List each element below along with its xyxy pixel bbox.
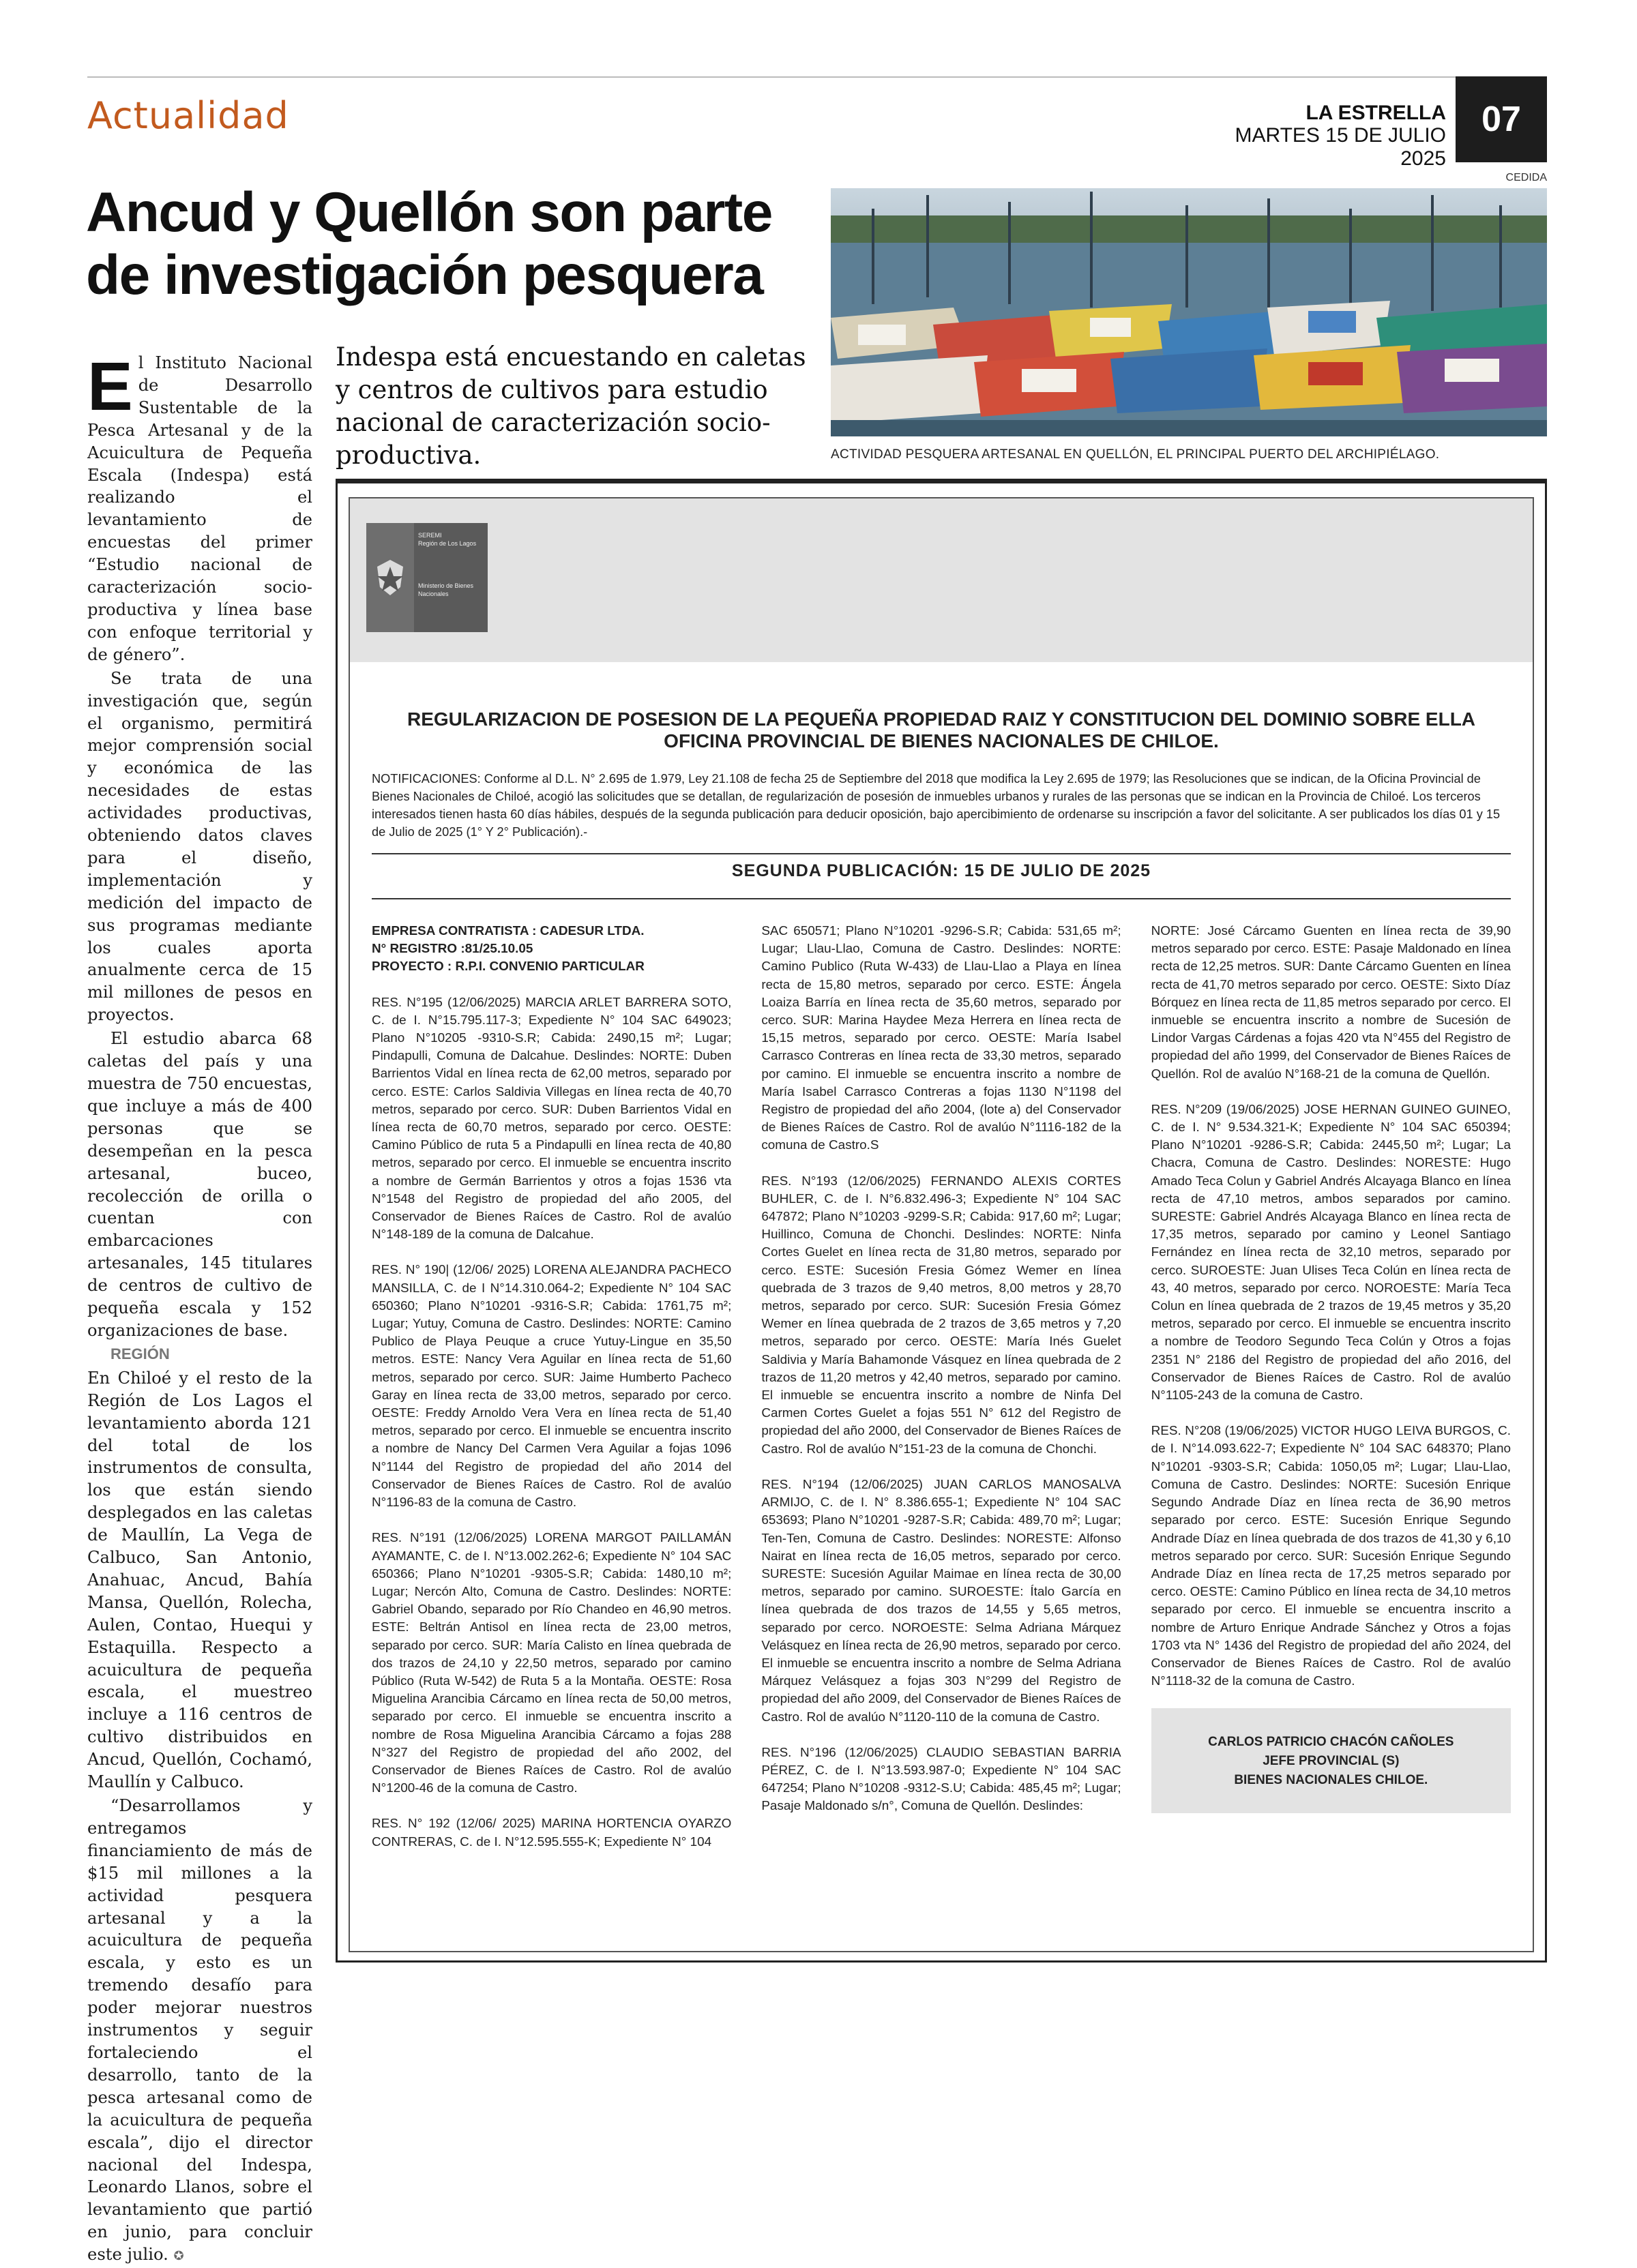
signatory-name: CARLOS PATRICIO CHACÓN CAÑOLES [1208, 1735, 1454, 1750]
logo-ministry: Ministerio de Bienes Nacionales [418, 582, 474, 597]
newspaper-name: LA ESTRELLA [1306, 102, 1446, 124]
drop-cap: E [87, 348, 133, 425]
logo-region: Región de Los Lagos [418, 540, 477, 547]
issue-date: MARTES 15 DE JULIO 2025 [1235, 124, 1446, 170]
notice-column-3 [1151, 923, 1511, 1869]
photo-credit: CEDIDA [1505, 172, 1547, 183]
publication-date: SEGUNDA PUBLICACIÓN: 15 DE JULIO DE 2025 [731, 861, 1151, 880]
article-paragraph: Se trata de una investigación que, según el organismo, permitirá mejor comprensión social y económica de las necesidades de estas actividades productivas, obteniendo datos claves para el diseño, implementación y medición del impacto de sus programas mediante los cuales aporta anualmente cerca de 15 mil millones de pesos en proyectos. [87, 668, 312, 1025]
logo-seremi: SEREMI [418, 532, 442, 539]
legal-notice [336, 479, 1547, 1963]
article-paragraph: En Chiloé y el resto de la Región de Los Lagos el levantamiento aborda 121 del total de los instrumentos de consulta, los que están siendo desplegados en las caletas de Maullín, La Vega de Calbuco, San Antonio, Anahuac, Ancud, Bahía Mansa, Quellón, Rolecha, Aulen, Contao, Huequi y Estaquilla. Respecto a acuicultura de pequeña escala, el muestreo incluye a 116 centros de cultivo distribuidos en Ancud, Quellón, Cochamó, Maullín y Calbuco. [87, 1368, 312, 1792]
article-paragraph [87, 1795, 312, 2268]
shield-icon [373, 557, 407, 598]
resolution-entry: RES. N°209 (19/06/2025) JOSE HERNAN GUINEO GUINEO, C. de I. N° 9.534.321-K; Expediente N° 104 SAC 650394; Plano N°10201 -9286-S.R; Cabida: 2445,50 m²; Lugar; La Chacra, Comuna de Castro. Deslindes: NORESTE: Hugo Amado Teca Colun y Gabriel Andrés Alcayaga Blanco en línea recta de 47,10 metros, ambos separados por camino. SURESTE: Gabriel Andrés Alcayaga Blanco en línea recta de 17,35 metros, separado por camino y Leonel Santiago Fernández en línea recta de 32,10 metros, separado por cerco. SUROESTE: Juan Ulises Teca Colún en línea recta de 43, 40 metros, separado por cerco. NOROESTE: María Teca Colun en línea quebrada de 2 trazos de 19,45 metros y 35,20 metros, separado por cerco. El inmueble se encuentra inscrito a nombre de Teodoro Segundo Teca Colún y Otros a fojas 2351 N° 2186 del Registro de propiedad del año 2016, del Conservador de Bienes Raíces de Castro. Rol de avalúo N°1105-243 de la comuna de Castro. [1151, 1102, 1511, 1403]
divider [372, 898, 1511, 899]
logo-text [414, 523, 488, 632]
notice-columns [372, 923, 1511, 1869]
resolution-entry: RES. N° 192 (12/06/ 2025) MARINA HORTENCIA OYARZO CONTRERAS, C. de I. N°12.595.555-K; Expediente N° 104 [372, 1817, 732, 1849]
resolution-entry: RES. N° 190| (12/06/ 2025) LORENA ALEJANDRA PACHECO MANSILLA, C. de I N°14.310.064-2; Expediente N° 104 SAC 650360; Plano N°10201 -9316-S.R; Cabida: 1761,75 m²; Lugar; Yutuy, Comuna de Castro. Deslindes: NORTE: Camino Publico de Playa Peuque a cruce Yutuy-Lingue en 35,50 metros. ESTE: Nancy Vera Aguilar en línea recta de 51,60 metros, separado por cerco. SUR: Jaime Humberto Pacheco Garay en línea recta de 33,00 metros, separado por cerco. OESTE: Freddy Arnoldo Vera Vera en línea recta de 51,40 metros, separado por cerco. El inmueble se encuentra inscrito a nombre de Nancy Del Carmen Vera Aguilar a fojas 1096 N°1144 del Registro de propiedad del año 2014 del Conservador de Bienes Raíces de Castro. Rol de avalúo N°1196-83 de la comuna de Castro. [372, 1263, 732, 1510]
article-subhead: REGIÓN [110, 1345, 170, 1362]
signatory-title: JEFE PROVINCIAL (S) [1263, 1754, 1400, 1769]
divider [372, 853, 1511, 854]
notice-title: REGULARIZACION DE POSESION DE LA PEQUEÑA PROPIEDAD RAIZ Y CONSTITUCION DEL DOMINIO SOBRE ELLA OFICINA PROVINCIAL DE BIENES NACIONALES DE CHILOE. [407, 708, 1476, 751]
end-mark-icon: ✪ [173, 2249, 184, 2264]
contractor-name: EMPRESA CONTRATISTA : CADESUR LTDA. [372, 924, 645, 938]
article-paragraph: El estudio abarca 68 caletas del país y una muestra de 750 encuestas, que incluye a más de 400 personas que se desempeñan en la pesca artesanal, buceo, recolección de orilla o cuentan con embarcaciones artesanales, 145 titulares de centros de cultivo de pequeña escala y 152 organizaciones de base. [87, 1029, 312, 1340]
headline [86, 181, 836, 307]
legal-notice-inner [349, 497, 1534, 1952]
harbor-photo [831, 188, 1547, 436]
ministry-logo [366, 523, 488, 632]
resolution-entry: RES. N°191 (12/06/2025) LORENA MARGOT PAILLAMÁN AYAMANTE, C. de I. N°13.002.262-6; Expediente N° 104 SAC 650366; Plano N°10201 -9305-S.R; Cabida: 1480,10 m²; Lugar; Nercón Alto, Comuna de Castro. Deslindes: NORTE: Gabriel Obando, separado por Río Chandeo en 46,90 metros. ESTE: Beltrán Antisol en línea recta de 23,00 metros, separado por cerco. SUR: María Calisto en línea quebrada de dos trazos de 24,10 y 22,50 metros, separado por camino Público (Ruta W-542) de Ruta 5 a la Montaña. OESTE: Rosa Miguelina Arancibia Cárcamo en línea recta de 50,00 metros, separado por cerco. El inmueble se encuentra inscrito a nombre de Rosa Miguelina Arancibia Cárcamo a fojas 288 N°327 del Registro de propiedad del año 2002, del Conservador de Bienes Raíces de Castro. Rol de avalúo N°1200-46 de la comuna de Castro. [372, 1531, 732, 1796]
contractor-project: PROYECTO : R.P.I. CONVENIO PARTICULAR [372, 959, 645, 974]
article-paragraph [87, 348, 312, 666]
notice-column-2 [761, 923, 1121, 1869]
notice-intro: NOTIFICACIONES: Conforme al D.L. N° 2.695 de 1.979, Ley 21.108 de fecha 25 de Septiembre del 2018 que modifica la Ley 2.695 de 1979; las Resoluciones que se indican, de la Oficina Provincial de Bienes Nacionales de Chiloé, acogió las solicitudes que se detallan, de regularización de posesión de inmuebles urbanos y rurales de las personas que se indican en la Provincia de Chiloé. Los terceros interesados tienen hasta 60 días hábiles, después de la segunda publicación para deducir oposición, bajo apercibimiento de ordenarse su inscripción a favor del solicitante. A ser publicados los días 01 y 15 de Julio de 2025 (1° Y 2° Publicación).- [372, 772, 1501, 839]
deck: Indespa está encuestando en caletas y centros de cultivos para estudio nacional de caracterización socio-productiva. [336, 342, 806, 470]
article-text: “Desarrollamos y entregamos financiamiento de más de $15 mil millones a la actividad pesquera artesanal y a la acuicultura de pequeña escala, y esto es un tremendo desafío para poder mejorar nuestros instrumentos y seguir fortaleciendo el desarrollo, tanto de la pesca artesanal como de la acuicultura de pequeña escala”, dijo el director nacional del Indespa, Leonardo Llanos, sobre el levantamiento que partió en junio, para concluir este julio. [87, 1796, 312, 2265]
notice-column-1 [372, 923, 731, 1869]
article-body [87, 348, 312, 2268]
resolution-entry: RES. N°194 (12/06/2025) JUAN CARLOS MANOSALVA ARMIJO, C. de I. N° 8.386.655-1; Expediente N° 104 SAC 653693; Plano N°10201 -9287-S.R; Cabida: 489,70 m²; Lugar; Ten-Ten, Comuna de Castro. Deslindes: NORESTE: Alfonso Nairat en línea recta de 16,05 metros, separado por cerco. SURESTE: Sucesión Aguilar Maimae en línea recta de 30,00 metros, separado por camino. SUROESTE: Ítalo García en línea quebrada de dos trazos de 14,55 y 5,65 metros, separado por cerco. NOROESTE: Selma Adriana Márquez Velásquez en línea recta de 26,90 metros, separado por cerco. El inmueble se encuentra inscrito a nombre de Selma Adriana Márquez Velásquez a fojas 303 N°299 del Registro de propiedad del año 2009, del Conservador de Bienes Raíces de Castro. Rol de avalúo N°1120-110 de la comuna de Castro. [761, 1477, 1121, 1725]
top-rule [87, 76, 1547, 78]
masthead [1200, 102, 1446, 170]
headline-line-2: de investigación pesquera [86, 244, 763, 306]
headline-line-1: Ancud y Quellón son parte [86, 181, 772, 243]
signatory-office: BIENES NACIONALES CHILOE. [1234, 1773, 1428, 1788]
photo-caption: ACTIVIDAD PESQUERA ARTESANAL EN QUELLÓN, EL PRINCIPAL PUERTO DEL ARCHIPIÉLAGO. [831, 447, 1440, 462]
resolution-entry: SAC 650571; Plano N°10201 -9296-S.R; Cabida: 531,65 m²; Lugar; Llau-Llao, Comuna de Castro. Deslindes: NORTE: Camino Publico (Ruta W-433) de Llau-Llao a Playa en línea recta de 15,80 metros, separado por cerco. ESTE: Ángela Loaiza Barría en línea recta de 35,60 metros, separado por cerco. SUR: Marina Haydee Meza Herrera en línea recta de 15,15 metros, separado por cerco. OESTE: María Isabel Carrasco Contreras en línea recta de 33,30 metros, separado por camino. El inmueble se encuentra inscrito a nombre de María Isabel Carrasco Contreras a fojas 1130 N°1198 del Registro de propiedad del año 2004, (lote a) del Conservador de Bienes Raíces de Castro. Rol de avalúo N°1116-182 de la comuna de Castro.S [761, 924, 1121, 1153]
resolution-entry: RES. N°196 (12/06/2025) CLAUDIO SEBASTIAN BARRIA PÉREZ, C. de I. N°13.593.987-0; Expediente N° 104 SAC 647254; Plano N°10208 -9312-S.U; Cabida: 485,45 m²; Lugar; Pasaje Maldonado s/n°, Comuna de Quellón. Deslindes: [761, 1745, 1121, 1814]
notice-header-band [350, 498, 1533, 662]
page-number: 07 [1456, 76, 1547, 162]
resolution-entry: RES. N°208 (19/06/2025) VICTOR HUGO LEIVA BURGOS, C. de I. N°14.093.622-7; Expediente N° 104 SAC 648370; Plano N°10201 -9303-S.R; Cabida: 1050,05 m²; Lugar; Llau-Llao, Comuna de Castro. Deslindes: NORTE: Sucesión Enrique Segundo Andrade Díaz en línea recta de 36,90 metros separado por cerco. ESTE: Sucesión Enrique Segundo Andrade Díaz en línea quebrada de dos trazos de 41,30 y 6,10 metros separado por cerco. SUR: Sucesión Enrique Segundo Andrade Díaz en línea recta de 17,25 metros separado por cerco. OESTE: Camino Público en línea recta de 34,10 metros separado por cerco. El inmueble se encuentra inscrito a nombre de Arturo Enrique Andrade Sánchez y Otros a fojas 1703 vta N° 1436 del Registro de propiedad del año 2024, del Conservador de Bienes Raíces de Castro. Rol de avalúo N°1118-32 de la comuna de Castro. [1151, 1424, 1511, 1689]
boats-illustration [831, 188, 1547, 436]
contractor-registry: N° REGISTRO :81/25.10.05 [372, 942, 533, 957]
gobierno-logo-mark [366, 523, 414, 632]
resolution-entry: RES. N°195 (12/06/2025) MARCIA ARLET BARRERA SOTO, C. de I. N°15.795.117-3; Expediente N° 104 SAC 649023; Plano N°10205 -9310-S.R; Cabida: 2490,15 m²; Lugar; Pindapulli, Comuna de Dalcahue. Deslindes: NORTE: Duben Barrientos Vidal en línea recta de 62,00 metros, separado por cerco. ESTE: Carlos Saldivia Villegas en línea recta de 40,70 metros, separado por cerco. SUR: Duben Barrientos Vidal en línea recta de 60,70 metros, separado por cerco. OESTE: Camino Público de ruta 5 a Pindapulli en línea recta de 40,80 metros, separado por cerco. El inmueble se encuentra inscrito a nombre de Germán Barrientos y otros a fojas 1536 vta N°1548 del Registro de propiedad del año 2005, del Conservador de Bienes Raíces de Castro. Rol de avalúo N°148-189 de la comuna de Dalcahue. [372, 995, 732, 1242]
section-label: Actualidad [87, 94, 289, 137]
contractor-block [372, 923, 731, 976]
signature-block [1151, 1708, 1511, 1813]
resolution-entry: RES. N°193 (12/06/2025) FERNANDO ALEXIS CORTES BUHLER, C. de I. N°6.832.496-3; Expediente N° 104 SAC 647872; Plano N°10203 -9299-S.R; Cabida: 917,60 m²; Lugar; Huillinco, Comuna de Chonchi. Deslindes: NORTE: Ninfa Cortes Guelet en línea recta de 31,80 metros, separado por cerco. ESTE: Sucesión Fresia Gómez Wemer en línea quebrada de 3 trazos de 9,40 metros, 8,00 metros y 28,70 metros, separado por cerco. SUR: Sucesión Fresia Gómez Wemer en línea quebrada de 2 trazos de 3,65 metros y 7,20 metros, separado por cerco. OESTE: María Inés Guelet Saldivia y María Bahamonde Vásquez en línea quebrada de 2 trazos de 11,20 metros y 42,40 metros, separado por camino. El inmueble se encuentra inscrito a nombre de Ninfa Del Carmen Cortes Guelet a fojas 551 N° 612 del Registro de propiedad del año 2000, del Conservador de Bienes Raíces de Castro. Rol de avalúo N°151-23 de la comuna de Chonchi. [761, 1174, 1121, 1457]
resolution-entry: NORTE: José Cárcamo Guenten en línea recta de 39,90 metros separado por cerco. ESTE: Pasaje Maldonado en línea recta de 12,25 metros. SUR: Dante Cárcamo Guenten en línea recta de 41,70 metros separado por cerco. OESTE: Sixto Díaz Bórquez en línea recta de 11,85 metros separado por cerco. El inmueble se encuentra inscrito a nombre de Sucesión de Lindor Vargas Cárdenas a fojas 420 vta N°455 del Registro de propiedad del año 1999, del Conservador de Bienes Raíces de Quellón. Rol de avalúo N°168-21 de la comuna de Quellón. [1151, 924, 1511, 1081]
article-text: l Instituto Nacional de Desarrollo Sustentable de la Pesca Artesanal y de la Acuicultura de Pequeña Escala (Indespa) está realizando el levantamiento de encuestas del primer “Estudio nacional de caracterización socio-productiva y línea base con enfoque territorial y de género”. [87, 353, 312, 664]
